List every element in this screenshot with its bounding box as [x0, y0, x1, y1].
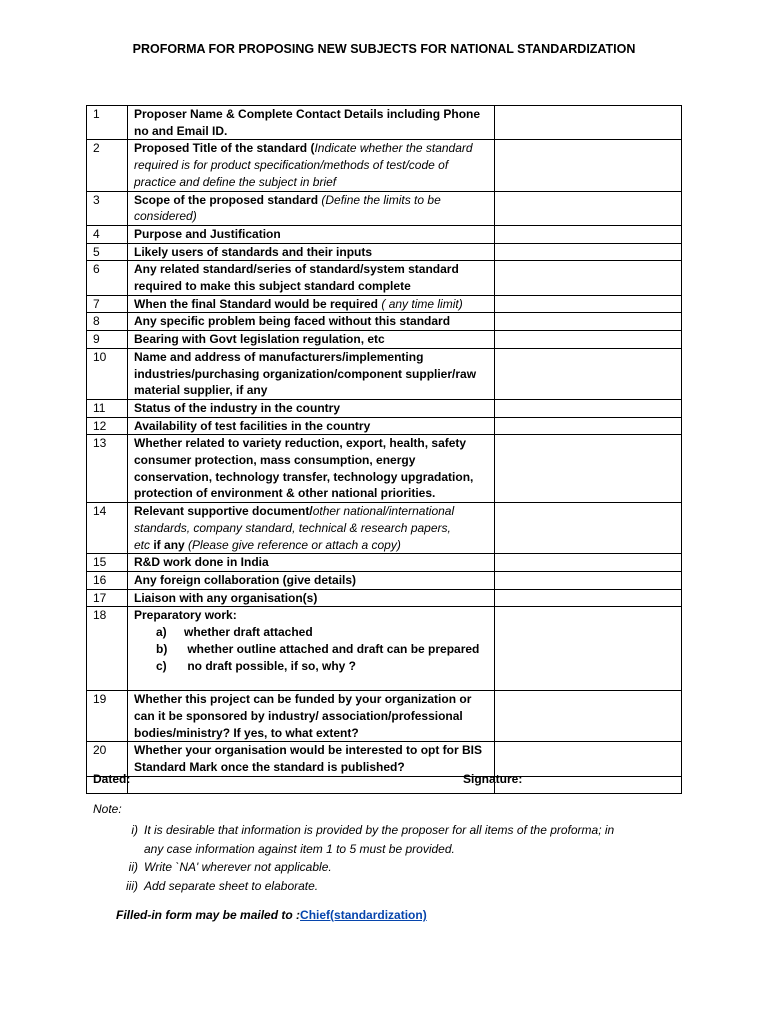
response-cell[interactable]	[495, 225, 682, 243]
response-cell[interactable]	[495, 691, 682, 742]
response-cell[interactable]	[495, 106, 682, 140]
row-number: 7	[87, 295, 128, 313]
desc-italic: etc	[134, 537, 151, 552]
response-cell[interactable]	[495, 399, 682, 417]
row-description	[128, 776, 495, 794]
row-number: 9	[87, 331, 128, 349]
response-cell[interactable]	[495, 607, 682, 691]
row-description	[128, 607, 495, 691]
mail-text: Filled-in form may be mailed to :	[116, 908, 301, 922]
desc-line: Name and address of manufacturers/implementing	[134, 349, 424, 364]
response-cell[interactable]	[495, 140, 682, 191]
desc-italic: considered)	[134, 209, 197, 224]
desc-line: Whether this project can be funded by your organization or	[134, 692, 472, 707]
desc-text: Scope of the proposed standard	[134, 192, 322, 207]
table-row	[87, 742, 682, 776]
desc-line: consumer protection, mass consumption, energy	[134, 453, 416, 468]
row-description: R&D work done in India	[128, 554, 495, 572]
response-cell[interactable]	[495, 435, 682, 503]
note-item	[116, 877, 676, 896]
note-marker: i)	[131, 823, 138, 837]
mail-link[interactable]: Chief(standardization)	[300, 908, 427, 922]
row-number: 11	[87, 399, 128, 417]
page-title: PROFORMA FOR PROPOSING NEW SUBJECTS FOR NATIONAL STANDARDIZATION	[132, 42, 636, 56]
desc-text: if any	[150, 537, 189, 552]
row-description	[128, 503, 495, 554]
response-cell[interactable]	[495, 503, 682, 554]
row-number: 17	[87, 589, 128, 607]
row-number: 16	[87, 571, 128, 589]
table-row	[87, 295, 682, 313]
response-cell[interactable]	[495, 348, 682, 399]
signature-label: Signature:	[463, 772, 523, 786]
response-cell[interactable]	[495, 295, 682, 313]
desc-text: Proposed Title of the standard (	[134, 141, 315, 156]
table-row	[87, 399, 682, 417]
table-row	[87, 191, 682, 225]
row-number: 4	[87, 225, 128, 243]
desc-line: protection of environment & other national priorities.	[134, 486, 436, 501]
mail-instruction	[116, 908, 427, 922]
table-row	[87, 571, 682, 589]
table-row	[87, 331, 682, 349]
proforma-table	[86, 105, 682, 794]
note-line: Write `NA' wherever not applicable.	[144, 860, 332, 874]
row-description: Purpose and Justification	[128, 225, 495, 243]
row-description: Likely users of standards and their inputs	[128, 243, 495, 261]
sub-item	[134, 658, 490, 675]
desc-line: can it be sponsored by industry/ association/professional	[134, 708, 463, 723]
row-number: 12	[87, 417, 128, 435]
row-number: 5	[87, 243, 128, 261]
table-row	[87, 554, 682, 572]
row-number: 2	[87, 140, 128, 191]
note-line: Add separate sheet to elaborate.	[144, 878, 319, 893]
desc-italic: (Define the limits to be	[321, 192, 441, 207]
table-row	[87, 589, 682, 607]
row-description	[128, 106, 495, 140]
response-cell[interactable]	[495, 417, 682, 435]
dated-label: Dated:	[93, 772, 131, 786]
table-row	[87, 348, 682, 399]
row-number: 14	[87, 503, 128, 554]
desc-line: conservation, technology transfer, technology upgradation,	[134, 469, 474, 484]
note-line: any case information against item 1 to 5 must be provided.	[144, 841, 455, 856]
desc-line: Any related standard/series of standard/system standard	[134, 262, 459, 277]
row-description	[128, 348, 495, 399]
response-cell[interactable]	[495, 776, 682, 794]
row-description: Any foreign collaboration (give details)	[128, 571, 495, 589]
table-row	[87, 691, 682, 742]
note-marker: iii)	[126, 878, 138, 893]
row-description	[128, 742, 495, 776]
row-number: 6	[87, 261, 128, 295]
row-number: 8	[87, 313, 128, 331]
sub-item	[134, 624, 490, 641]
note-heading: Note:	[93, 802, 122, 816]
sub-item-marker: a)	[156, 625, 167, 640]
row-description: Status of the industry in the country	[128, 399, 495, 417]
row-number: 13	[87, 435, 128, 503]
table-row	[87, 261, 682, 295]
note-line: It is desirable that information is provided by the proposer for all items of the proforma; in	[144, 823, 615, 837]
table-row	[87, 503, 682, 554]
sub-item-text: whether draft attached	[184, 625, 313, 640]
desc-italic: Indicate whether the standard	[314, 141, 473, 156]
table-row	[87, 417, 682, 435]
note-item	[116, 821, 676, 858]
desc-line: Proposer Name & Complete Contact Details including Phone	[134, 107, 481, 121]
desc-line: Whether your organisation would be interested to opt for BIS	[134, 743, 483, 758]
sub-item-marker: b)	[156, 641, 168, 656]
desc-italic: practice and define the subject in brief	[134, 174, 337, 189]
response-cell[interactable]	[495, 313, 682, 331]
note-item	[116, 858, 676, 877]
notes-list	[116, 821, 676, 895]
table-row	[87, 140, 682, 191]
row-description	[128, 435, 495, 503]
desc-line: Whether related to variety reduction, export, health, safety	[134, 436, 467, 451]
row-description: Any specific problem being faced without this standard	[128, 313, 495, 331]
table-row	[87, 607, 682, 691]
table-row-empty	[87, 776, 682, 794]
row-number: 19	[87, 691, 128, 742]
note-marker: ii)	[128, 860, 138, 874]
row-description	[128, 261, 495, 295]
spacer	[134, 674, 490, 690]
row-description	[128, 691, 495, 742]
desc-italic: (Please give reference or attach a copy)	[188, 537, 401, 552]
desc-text: Relevant supportive document/	[134, 504, 313, 519]
desc-line: no and Email ID.	[134, 123, 228, 138]
desc-line: Standard Mark once the standard is published?	[134, 760, 405, 775]
desc-text: When the final Standard would be required	[134, 296, 382, 311]
desc-line: industries/purchasing organization/component supplier/raw	[134, 366, 477, 381]
desc-text: Preparatory work:	[134, 608, 237, 623]
desc-italic: standards, company standard, technical & research papers,	[134, 520, 451, 535]
desc-line: bodies/ministry? If yes, to what extent?	[134, 725, 359, 740]
sub-item	[134, 641, 490, 658]
table-row	[87, 313, 682, 331]
desc-line: material supplier, if any	[134, 383, 268, 398]
sub-item-marker: c)	[156, 658, 167, 673]
table-row	[87, 225, 682, 243]
row-description: Bearing with Govt legislation regulation, etc	[128, 331, 495, 349]
response-cell[interactable]	[495, 331, 682, 349]
response-cell[interactable]	[495, 742, 682, 776]
row-description	[128, 295, 495, 313]
row-number: 20	[87, 742, 128, 776]
row-description: Liaison with any organisation(s)	[128, 589, 495, 607]
table-row	[87, 106, 682, 140]
row-number: 10	[87, 348, 128, 399]
row-number: 18	[87, 607, 128, 691]
desc-italic: required is for product specification/methods of test/code of	[134, 158, 449, 173]
desc-italic: other national/international	[312, 504, 455, 519]
response-cell[interactable]	[495, 571, 682, 589]
row-description: Availability of test facilities in the country	[128, 417, 495, 435]
table-row	[87, 243, 682, 261]
sub-item-text: no draft possible, if so, why ?	[184, 658, 357, 673]
row-number: 15	[87, 554, 128, 572]
table-row	[87, 435, 682, 503]
desc-italic: ( any time limit)	[381, 296, 463, 311]
sub-item-text: whether outline attached and draft can be prepared	[184, 641, 480, 656]
response-cell[interactable]	[495, 243, 682, 261]
note-text	[144, 821, 614, 858]
row-number: 1	[87, 106, 128, 140]
row-description	[128, 191, 495, 225]
desc-line: required to make this subject standard complete	[134, 279, 411, 294]
response-cell[interactable]	[495, 589, 682, 607]
response-cell[interactable]	[495, 554, 682, 572]
row-number: 3	[87, 191, 128, 225]
row-description	[128, 140, 495, 191]
response-cell[interactable]	[495, 191, 682, 225]
response-cell[interactable]	[495, 261, 682, 295]
